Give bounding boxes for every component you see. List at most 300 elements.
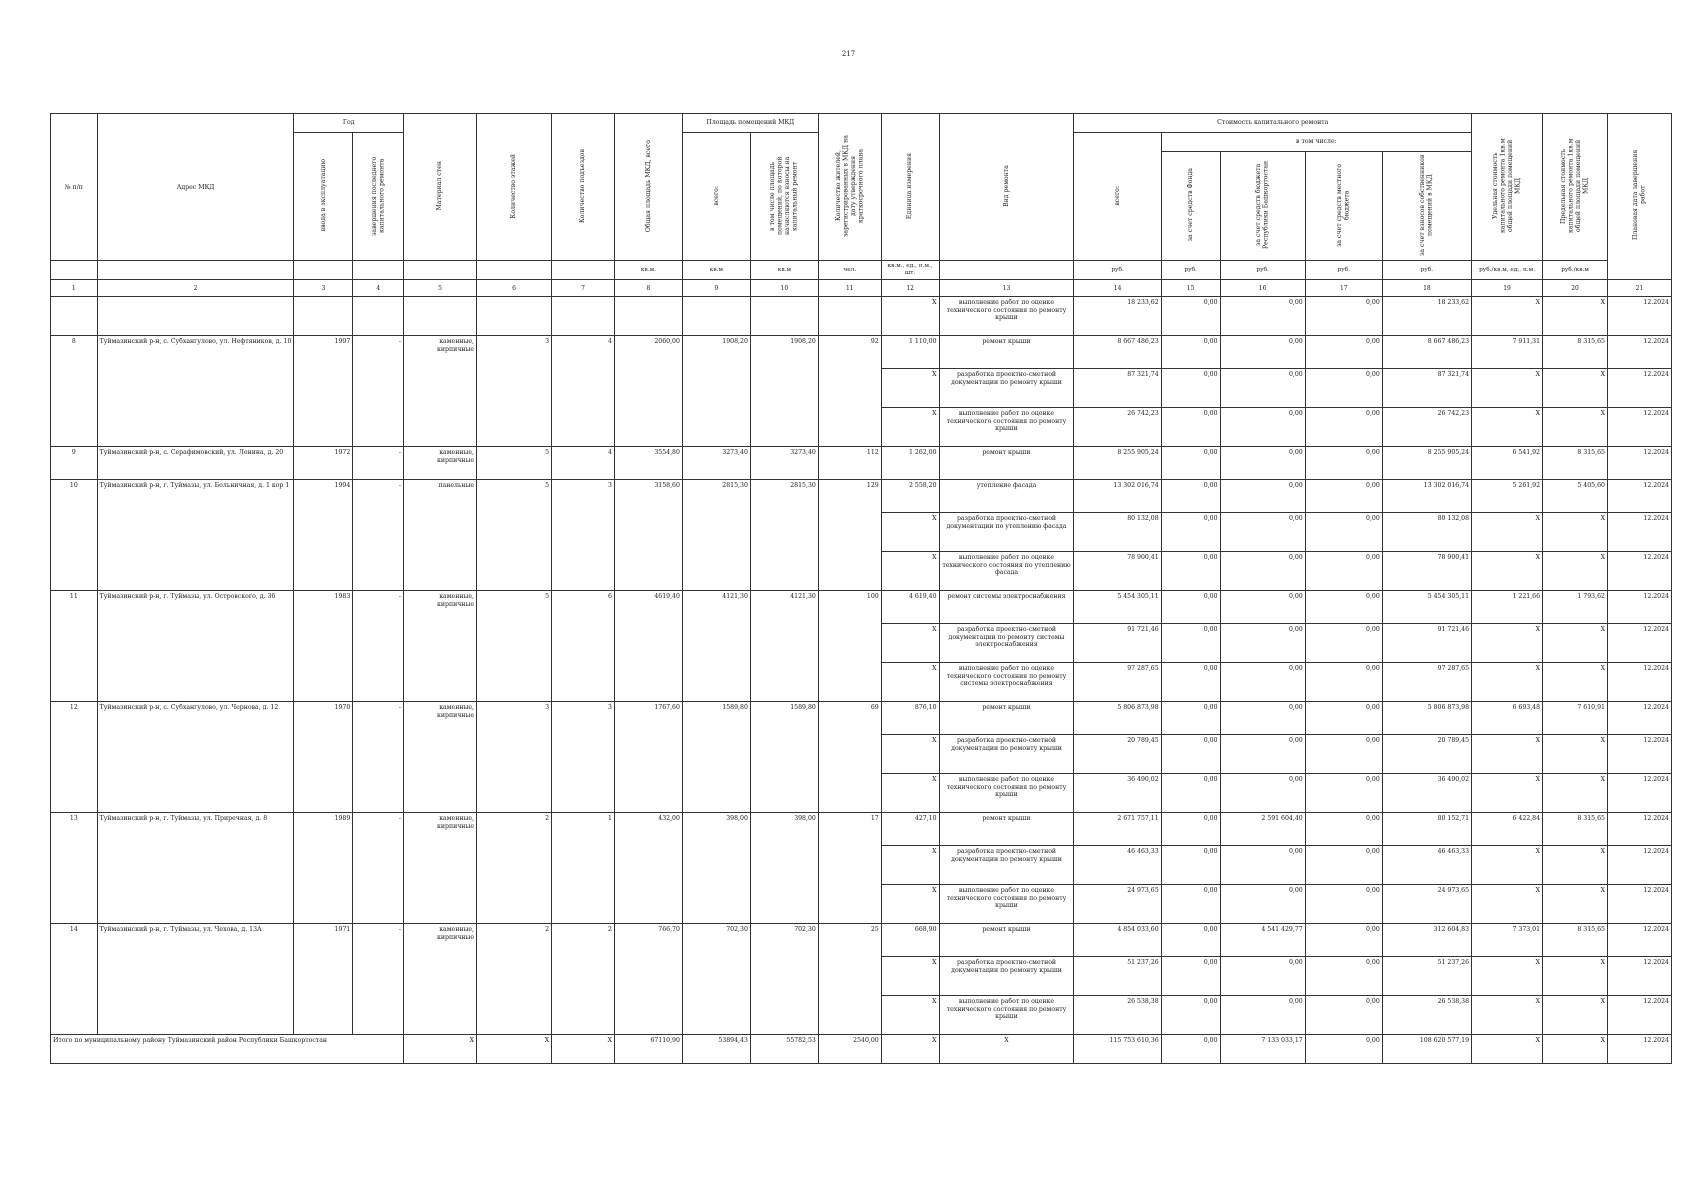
- cell-limit-cost: X: [1543, 369, 1608, 408]
- unit-specific-cost: руб./кв.м, ед., п.м.: [1472, 261, 1543, 280]
- cell-residents: 25: [818, 924, 881, 1035]
- cell-work-type: разработка проектно-сметной документации по ремонту системы электроснабжения: [939, 624, 1074, 663]
- cell-num: 8: [51, 336, 98, 447]
- cell-floors: 5: [477, 480, 552, 591]
- cell-cost-total: 2 671 757,11: [1074, 813, 1161, 846]
- cell-entrances: 3: [552, 702, 615, 813]
- cell-limit-cost: 8 315,65: [1543, 813, 1608, 846]
- cell-empty: [51, 297, 98, 336]
- cell-premises-total: 702,30: [682, 924, 750, 1035]
- cell-specific-cost: X: [1472, 774, 1543, 813]
- cell-qty: X: [881, 774, 939, 813]
- column-number: 9: [682, 280, 750, 297]
- cell-entrances: 3: [552, 480, 615, 591]
- cell-cost-local: 0,00: [1305, 336, 1382, 369]
- cell-limit-cost: X: [1543, 735, 1608, 774]
- cell-planned-date: 12.2024: [1607, 297, 1671, 336]
- cell-qty: X: [881, 369, 939, 408]
- cell-cost-fund: 0,00: [1161, 591, 1220, 624]
- cell-entrances: 6: [552, 591, 615, 702]
- cell-cost-total: 5 806 873,98: [1074, 702, 1161, 735]
- cell-cost-owners: 312 604,83: [1382, 924, 1471, 957]
- cell-cost-owners: 78 900,41: [1382, 552, 1471, 591]
- column-number: 14: [1074, 280, 1161, 297]
- cell-planned-date: 12.2024: [1607, 996, 1671, 1035]
- total-label: Итого по муниципальному району Туймазинский район Республики Башкортостан: [51, 1035, 404, 1064]
- cell-qty: 4 619,40: [881, 591, 939, 624]
- cell-cost-local: 0,00: [1305, 663, 1382, 702]
- cell-planned-date: 12.2024: [1607, 957, 1671, 996]
- cell-cost-total: 46 463,33: [1074, 846, 1161, 885]
- cell-empty: [353, 297, 404, 336]
- cell-work-type: разработка проектно-сметной документации по утеплению фасада: [939, 513, 1074, 552]
- column-numbers-row: [51, 280, 1672, 297]
- column-number: 6: [477, 280, 552, 297]
- cell-year-commission: 1997: [294, 336, 353, 447]
- cell-limit-cost: X: [1543, 846, 1608, 885]
- cell-cost-fund: 0,00: [1161, 624, 1220, 663]
- total-cost: 115 753 610,36: [1074, 1035, 1161, 1064]
- total-material: X: [404, 1035, 477, 1064]
- cell-cost-total: 4 854 033,60: [1074, 924, 1161, 957]
- cell-cost-owners: 51 237,26: [1382, 957, 1471, 996]
- cell-empty: [97, 297, 294, 336]
- total-row: [51, 1035, 1672, 1064]
- header-year-group: Год: [294, 114, 404, 133]
- total-specific: X: [1472, 1035, 1543, 1064]
- cell-cost-local: 0,00: [1305, 924, 1382, 957]
- cell-year-last-repair: -: [353, 591, 404, 702]
- cell-limit-cost: 8 315,65: [1543, 447, 1608, 480]
- cell-cost-owners: 24 973,65: [1382, 885, 1471, 924]
- cell-cost-total: 87 321,74: [1074, 369, 1161, 408]
- cell-cost-fund: 0,00: [1161, 663, 1220, 702]
- column-number: 4: [353, 280, 404, 297]
- cell-total-area: 2060,00: [614, 336, 682, 447]
- unit-cost-owners: руб.: [1382, 261, 1471, 280]
- cell-cost-owners: 97 287,65: [1382, 663, 1471, 702]
- cell-year-commission: 1972: [294, 447, 353, 480]
- cell-cost-total: 13 302 016,74: [1074, 480, 1161, 513]
- cell-work-type: утепление фасада: [939, 480, 1074, 513]
- cell-cost-local: 0,00: [1305, 408, 1382, 447]
- cell-limit-cost: X: [1543, 552, 1608, 591]
- cell-work-type: ремонт крыши: [939, 924, 1074, 957]
- cell-cost-republic: 2 591 604,40: [1220, 813, 1305, 846]
- cell-entrances: 2: [552, 924, 615, 1035]
- cell-planned-date: 12.2024: [1607, 846, 1671, 885]
- cell-limit-cost: 5 405,60: [1543, 480, 1608, 513]
- header-year-last-repair: завершения последнего капитального ремонта: [353, 133, 404, 261]
- cell-cost-total: 51 237,26: [1074, 957, 1161, 996]
- cell-year-last-repair: -: [353, 924, 404, 1035]
- cell-premises-total: 398,00: [682, 813, 750, 924]
- cell-cost-fund: 0,00: [1161, 369, 1220, 408]
- cell-premises-total: 3273,40: [682, 447, 750, 480]
- header-floors: Количество этажей: [477, 114, 552, 261]
- cell-work-type: разработка проектно-сметной документации по ремонту крыши: [939, 957, 1074, 996]
- cell-planned-date: 12.2024: [1607, 774, 1671, 813]
- cell-year-last-repair: -: [353, 813, 404, 924]
- cell-cost-local: 0,00: [1305, 513, 1382, 552]
- column-number: 15: [1161, 280, 1220, 297]
- cell-work-type: разработка проектно-сметной документации по ремонту крыши: [939, 735, 1074, 774]
- column-number: 19: [1472, 280, 1543, 297]
- cell-qty: X: [881, 408, 939, 447]
- cell-planned-date: 12.2024: [1607, 624, 1671, 663]
- cell-residents: 92: [818, 336, 881, 447]
- cell-premises-owned: 2815,30: [750, 480, 818, 591]
- column-number: 11: [818, 280, 881, 297]
- units-row: [51, 261, 1672, 280]
- cell-limit-cost: X: [1543, 957, 1608, 996]
- header-cost-owners: за счет взносов собственников помещений в МКД: [1382, 152, 1471, 261]
- cell-premises-total: 2815,30: [682, 480, 750, 591]
- cell-specific-cost: X: [1472, 408, 1543, 447]
- table-header: [51, 114, 1672, 297]
- cell-work-type: выполнение работ по оценке технического состояния по ремонту крыши: [939, 408, 1074, 447]
- cell-residents: 129: [818, 480, 881, 591]
- header-premises-owned: в том числе площадь помещений, по которой начисляются взносы на капитальный ремонт: [750, 133, 818, 261]
- cell-cost-total: 78 900,41: [1074, 552, 1161, 591]
- cell-cost-total: 80 132,08: [1074, 513, 1161, 552]
- cell-limit-cost: X: [1543, 513, 1608, 552]
- cell-cost-local: 0,00: [1305, 297, 1382, 336]
- cell-floors: 5: [477, 447, 552, 480]
- total-work: X: [939, 1035, 1074, 1064]
- cell-cost-total: 91 721,46: [1074, 624, 1161, 663]
- header-planned-date: Плановая дата завершения работ: [1607, 114, 1671, 280]
- cell-qty: X: [881, 663, 939, 702]
- cell-premises-owned: 398,00: [750, 813, 818, 924]
- cell-work-type: ремонт крыши: [939, 336, 1074, 369]
- cell-cost-local: 0,00: [1305, 885, 1382, 924]
- cell-address: Туймазинский р-н, с. Субхангулово, ул. Нефтяников, д. 10: [97, 336, 294, 447]
- cell-specific-cost: X: [1472, 297, 1543, 336]
- cell-cost-fund: 0,00: [1161, 996, 1220, 1035]
- cell-cost-fund: 0,00: [1161, 336, 1220, 369]
- cell-specific-cost: X: [1472, 735, 1543, 774]
- header-total-area: Общая площадь МКД, всего: [614, 114, 682, 261]
- cell-cost-republic: 0,00: [1220, 513, 1305, 552]
- cell-premises-owned: 1908,20: [750, 336, 818, 447]
- cell-cost-fund: 0,00: [1161, 702, 1220, 735]
- unit-cost-fund: руб.: [1161, 261, 1220, 280]
- cell-year-commission: 1994: [294, 480, 353, 591]
- cell-premises-total: 1589,80: [682, 702, 750, 813]
- cell-cost-local: 0,00: [1305, 624, 1382, 663]
- header-cost-total: всего:: [1074, 133, 1161, 261]
- cell-cost-total: 24 973,65: [1074, 885, 1161, 924]
- cell-work-type: ремонт крыши: [939, 702, 1074, 735]
- cell-specific-cost: X: [1472, 624, 1543, 663]
- cell-cost-fund: 0,00: [1161, 408, 1220, 447]
- unit-total-area: кв.м.: [614, 261, 682, 280]
- cell-planned-date: 12.2024: [1607, 813, 1671, 846]
- table-row: [51, 447, 1672, 480]
- cell-planned-date: 12.2024: [1607, 447, 1671, 480]
- cell-cost-fund: 0,00: [1161, 480, 1220, 513]
- table-body: [51, 297, 1672, 1064]
- cell-wall-material: каменные, кирпичные: [404, 924, 477, 1035]
- total-date: 12.2024: [1607, 1035, 1671, 1064]
- cell-planned-date: 12.2024: [1607, 369, 1671, 408]
- cell-qty: 1 110,00: [881, 336, 939, 369]
- cell-entrances: 1: [552, 813, 615, 924]
- cell-cost-republic: 0,00: [1220, 846, 1305, 885]
- cell-floors: 2: [477, 813, 552, 924]
- cell-specific-cost: X: [1472, 663, 1543, 702]
- cell-qty: 668,90: [881, 924, 939, 957]
- cell-num: 11: [51, 591, 98, 702]
- cell-specific-cost: X: [1472, 996, 1543, 1035]
- cell-limit-cost: X: [1543, 774, 1608, 813]
- cell-cost-total: 20 789,45: [1074, 735, 1161, 774]
- cell-planned-date: 12.2024: [1607, 336, 1671, 369]
- cell-cost-owners: 20 789,45: [1382, 735, 1471, 774]
- header-specific-cost: Удельная стоимость капитального ремонта 1кв.м общей площади помещений МКД: [1472, 114, 1543, 261]
- cell-wall-material: каменные, кирпичные: [404, 702, 477, 813]
- cell-specific-cost: X: [1472, 885, 1543, 924]
- cell-work-type: выполнение работ по оценке технического состояния по ремонту системы электроснабжения: [939, 663, 1074, 702]
- header-premises-group: Площадь помещений МКД: [682, 114, 818, 133]
- cell-cost-total: 97 287,65: [1074, 663, 1161, 702]
- unit-premises-owned: кв.м: [750, 261, 818, 280]
- cell-total-area: 4619,40: [614, 591, 682, 702]
- cell-limit-cost: 1 793,62: [1543, 591, 1608, 624]
- unit-cost-total: руб.: [1074, 261, 1161, 280]
- cell-cost-owners: 36 490,02: [1382, 774, 1471, 813]
- cell-cost-local: 0,00: [1305, 369, 1382, 408]
- cell-premises-owned: 1589,80: [750, 702, 818, 813]
- cell-cost-republic: 0,00: [1220, 663, 1305, 702]
- cell-empty: [818, 297, 881, 336]
- column-number: 7: [552, 280, 615, 297]
- column-number: 1: [51, 280, 98, 297]
- cell-cost-local: 0,00: [1305, 996, 1382, 1035]
- cell-qty: X: [881, 513, 939, 552]
- column-number: 2: [97, 280, 294, 297]
- table-row: [51, 591, 1672, 624]
- cell-year-commission: 1989: [294, 813, 353, 924]
- cell-cost-republic: 0,00: [1220, 735, 1305, 774]
- cell-planned-date: 12.2024: [1607, 885, 1671, 924]
- unit-cost-local: руб.: [1305, 261, 1382, 280]
- cell-cost-owners: 26 538,38: [1382, 996, 1471, 1035]
- total-floors: X: [477, 1035, 552, 1064]
- cell-cost-fund: 0,00: [1161, 957, 1220, 996]
- header-cost-fund: за счет средств Фонда: [1161, 152, 1220, 261]
- unit-residents: чел.: [818, 261, 881, 280]
- cell-wall-material: каменные, кирпичные: [404, 813, 477, 924]
- cell-floors: 3: [477, 702, 552, 813]
- cell-planned-date: 12.2024: [1607, 480, 1671, 513]
- cell-limit-cost: 8 315,65: [1543, 924, 1608, 957]
- cell-limit-cost: X: [1543, 996, 1608, 1035]
- cell-limit-cost: 8 315,65: [1543, 336, 1608, 369]
- cell-cost-total: 5 454 305,11: [1074, 591, 1161, 624]
- header-limit-cost: Предельная стоимость капитального ремонта 1кв.м общей площади помещений МКД: [1543, 114, 1608, 261]
- total-cost-owners: 108 620 577,19: [1382, 1035, 1471, 1064]
- column-number: 5: [404, 280, 477, 297]
- cell-cost-owners: 5 806 873,98: [1382, 702, 1471, 735]
- cell-num: 9: [51, 447, 98, 480]
- cell-work-type: ремонт крыши: [939, 813, 1074, 846]
- cell-floors: 3: [477, 336, 552, 447]
- cell-specific-cost: X: [1472, 369, 1543, 408]
- cell-empty: [682, 297, 750, 336]
- cell-premises-owned: 702,30: [750, 924, 818, 1035]
- header-residents: Количество жителей, зарегистрированных в МКД на дату утверждения краткосрочного плана: [818, 114, 881, 261]
- cell-cost-fund: 0,00: [1161, 297, 1220, 336]
- cell-planned-date: 12.2024: [1607, 663, 1671, 702]
- cell-cost-fund: 0,00: [1161, 447, 1220, 480]
- cell-residents: 112: [818, 447, 881, 480]
- cell-cost-local: 0,00: [1305, 957, 1382, 996]
- total-residents: 2540,00: [818, 1035, 881, 1064]
- cell-work-type: разработка проектно-сметной документации по ремонту крыши: [939, 369, 1074, 408]
- cell-cost-republic: 0,00: [1220, 480, 1305, 513]
- cell-year-commission: 1970: [294, 702, 353, 813]
- cell-cost-total: 36 490,02: [1074, 774, 1161, 813]
- header-cost-group: Стоимость капитального ремонта: [1074, 114, 1472, 133]
- header-num: № п/п: [51, 114, 98, 261]
- cell-empty: [477, 297, 552, 336]
- cell-cost-republic: 0,00: [1220, 957, 1305, 996]
- cell-specific-cost: X: [1472, 513, 1543, 552]
- cell-cost-owners: 8 255 905,24: [1382, 447, 1471, 480]
- cell-specific-cost: 7 373,01: [1472, 924, 1543, 957]
- cell-cost-local: 0,00: [1305, 591, 1382, 624]
- cell-wall-material: каменные, кирпичные: [404, 591, 477, 702]
- cell-qty: X: [881, 552, 939, 591]
- cell-planned-date: 12.2024: [1607, 924, 1671, 957]
- cell-work-type: выполнение работ по оценке технического состояния по утеплению фасада: [939, 552, 1074, 591]
- header-cost-republic: за счет средств бюджета Республики Башкортостан: [1220, 152, 1305, 261]
- cell-address: Туймазинский р-н, с. Серафимовский, ул. Ленина, д. 20: [97, 447, 294, 480]
- cell-total-area: 3554,80: [614, 447, 682, 480]
- cell-year-commission: 1971: [294, 924, 353, 1035]
- header-incl: в том числе:: [1161, 133, 1471, 152]
- cell-empty: [552, 297, 615, 336]
- cell-premises-total: 4121,30: [682, 591, 750, 702]
- cell-qty: X: [881, 624, 939, 663]
- cell-qty: X: [881, 885, 939, 924]
- cell-specific-cost: X: [1472, 846, 1543, 885]
- cell-qty: 876,10: [881, 702, 939, 735]
- table-row: [51, 480, 1672, 513]
- capital-repair-table: [50, 113, 1672, 1064]
- cell-cost-republic: 0,00: [1220, 996, 1305, 1035]
- cell-num: 13: [51, 813, 98, 924]
- cell-address: Туймазинский р-н, г. Туймазы, ул. Чехова, д. 13А: [97, 924, 294, 1035]
- cell-cost-total: 8 667 486,23: [1074, 336, 1161, 369]
- cell-residents: 69: [818, 702, 881, 813]
- total-cost-fund: 0,00: [1161, 1035, 1220, 1064]
- cell-empty: [404, 297, 477, 336]
- cell-year-commission: 1983: [294, 591, 353, 702]
- cell-work-type: выполнение работ по оценке технического состояния по ремонту крыши: [939, 297, 1074, 336]
- cell-premises-total: 1908,20: [682, 336, 750, 447]
- cell-cost-local: 0,00: [1305, 735, 1382, 774]
- cell-planned-date: 12.2024: [1607, 702, 1671, 735]
- cell-cost-fund: 0,00: [1161, 774, 1220, 813]
- cell-cost-owners: 46 463,33: [1382, 846, 1471, 885]
- cell-cost-republic: 0,00: [1220, 624, 1305, 663]
- cell-cost-owners: 80 152,71: [1382, 813, 1471, 846]
- cell-address: Туймазинский р-н, с. Субхангулово, ул. Чернова, д. 12: [97, 702, 294, 813]
- cell-cost-republic: 0,00: [1220, 369, 1305, 408]
- cell-wall-material: каменные, кирпичные: [404, 336, 477, 447]
- header-wall-material: Материал стен: [404, 114, 477, 261]
- cell-floors: 5: [477, 591, 552, 702]
- cell-cost-republic: 0,00: [1220, 408, 1305, 447]
- cell-cost-owners: 5 454 305,11: [1382, 591, 1471, 624]
- cell-cost-total: 26 742,23: [1074, 408, 1161, 447]
- cell-year-last-repair: -: [353, 336, 404, 447]
- cell-cost-total: 26 538,38: [1074, 996, 1161, 1035]
- cell-work-type: выполнение работ по оценке технического состояния по ремонту крыши: [939, 996, 1074, 1035]
- cell-cost-fund: 0,00: [1161, 735, 1220, 774]
- cell-cost-owners: 91 721,46: [1382, 624, 1471, 663]
- cell-specific-cost: 5 261,92: [1472, 480, 1543, 513]
- cell-cost-republic: 0,00: [1220, 447, 1305, 480]
- cell-cost-owners: 13 302 016,74: [1382, 480, 1471, 513]
- cell-specific-cost: 7 911,31: [1472, 336, 1543, 369]
- column-number: 10: [750, 280, 818, 297]
- cell-wall-material: каменные, кирпичные: [404, 447, 477, 480]
- cell-limit-cost: X: [1543, 297, 1608, 336]
- cell-limit-cost: X: [1543, 624, 1608, 663]
- cell-address: Туймазинский р-н, г. Туймазы, ул. Островского, д. 36: [97, 591, 294, 702]
- cell-cost-fund: 0,00: [1161, 924, 1220, 957]
- cell-cost-republic: 0,00: [1220, 336, 1305, 369]
- cell-work-type: выполнение работ по оценке технического состояния по ремонту крыши: [939, 885, 1074, 924]
- cell-limit-cost: X: [1543, 885, 1608, 924]
- cell-qty: 2 558,20: [881, 480, 939, 513]
- column-number: 18: [1382, 280, 1471, 297]
- cell-num: 14: [51, 924, 98, 1035]
- cell-work-type: разработка проектно-сметной документации по ремонту крыши: [939, 846, 1074, 885]
- cell-planned-date: 12.2024: [1607, 552, 1671, 591]
- cell-cost-total: 18 233,62: [1074, 297, 1161, 336]
- column-number: 12: [881, 280, 939, 297]
- header-cost-local: за счет средств местного бюджета: [1305, 152, 1382, 261]
- cell-work-type: ремонт системы электроснабжения: [939, 591, 1074, 624]
- cell-cost-republic: 0,00: [1220, 297, 1305, 336]
- cell-specific-cost: 6 693,48: [1472, 702, 1543, 735]
- header-entrances: Количество подъездов: [552, 114, 615, 261]
- cell-cost-fund: 0,00: [1161, 846, 1220, 885]
- cell-cost-republic: 0,00: [1220, 774, 1305, 813]
- cell-cost-republic: 0,00: [1220, 552, 1305, 591]
- cell-cost-total: 8 255 905,24: [1074, 447, 1161, 480]
- column-number: 16: [1220, 280, 1305, 297]
- cell-premises-owned: 4121,30: [750, 591, 818, 702]
- header-year-commission: ввода в эксплуатацию: [294, 133, 353, 261]
- column-number: 21: [1607, 280, 1671, 297]
- cell-cost-owners: 18 233,62: [1382, 297, 1471, 336]
- cell-cost-republic: 0,00: [1220, 885, 1305, 924]
- unit-cost-republic: руб.: [1220, 261, 1305, 280]
- cell-qty: X: [881, 846, 939, 885]
- cell-total-area: 1767,60: [614, 702, 682, 813]
- total-premises-owned: 55782,53: [750, 1035, 818, 1064]
- column-number: 17: [1305, 280, 1382, 297]
- cell-cost-fund: 0,00: [1161, 885, 1220, 924]
- cell-limit-cost: 7 610,91: [1543, 702, 1608, 735]
- cell-cost-republic: 0,00: [1220, 702, 1305, 735]
